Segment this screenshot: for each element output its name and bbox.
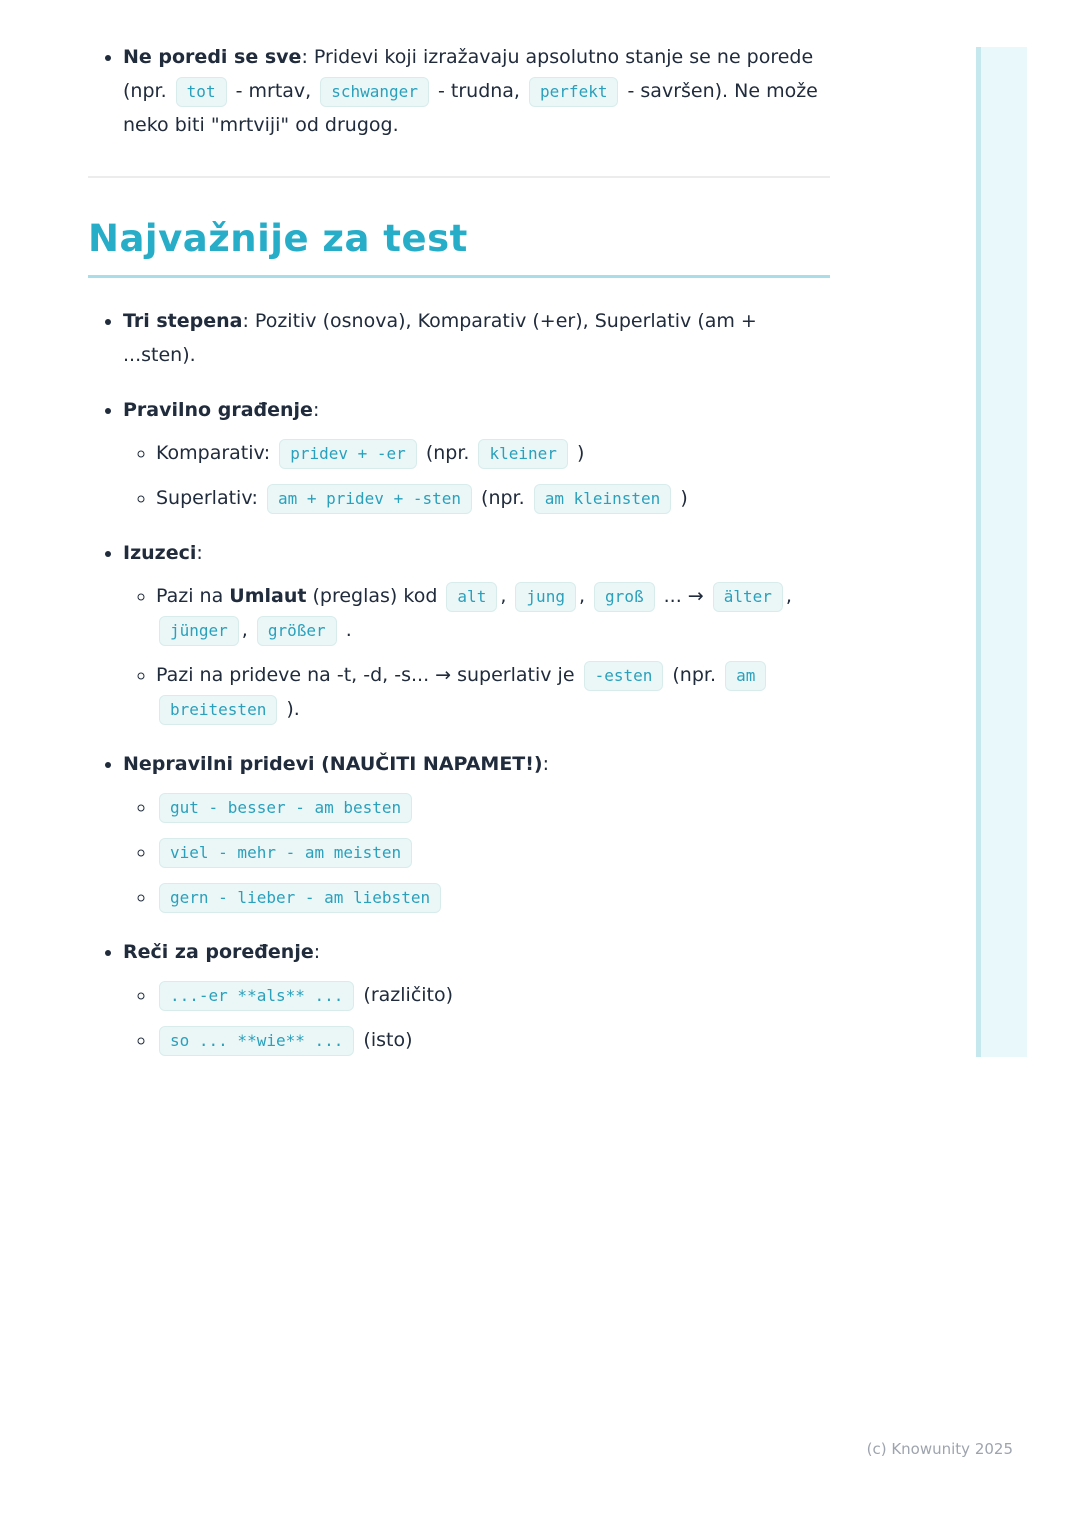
text-run: :	[542, 753, 550, 775]
code-chip: am	[725, 661, 766, 691]
text-run: (npr.	[666, 664, 723, 686]
sub-list-pravilno-gradjenje	[123, 436, 830, 515]
text-run: : Pridevi koji izražavaju apsolutno stanje se ne porede (npr.	[123, 46, 814, 102]
text-run: .	[339, 619, 352, 641]
text-run: :	[312, 399, 320, 421]
list-item-ne-poredi-se-sve	[123, 40, 830, 142]
code-chip: breitesten	[159, 695, 277, 725]
code-chip: am + pridev + -sten	[267, 484, 472, 514]
section-divider	[88, 176, 830, 178]
sub-list-nepravilni-pridevi	[123, 790, 830, 914]
code-chip: -esten	[584, 661, 664, 691]
code-chip: kleiner	[478, 439, 567, 469]
text-run: Pazi na	[156, 585, 230, 607]
text-run: - mrtav,	[229, 80, 318, 102]
text-run: (npr.	[419, 442, 476, 464]
list-item-reci-za-poredjenje	[123, 935, 830, 1057]
text-run: ,	[578, 585, 592, 607]
text-run: (različito)	[357, 984, 454, 1006]
bold-text-run: Ne poredi se sve	[123, 46, 302, 68]
bold-text-run: Reči za poređenje	[123, 941, 314, 963]
text-run: (npr.	[475, 487, 531, 509]
text-run: ,	[785, 585, 792, 607]
code-chip: gern - lieber - am liebsten	[159, 883, 441, 913]
code-chip: ...-er **als** ...	[159, 981, 354, 1011]
list-item-pravilno-gradjenje	[123, 393, 830, 515]
text-run: ... →	[657, 585, 710, 607]
sub-list-item	[156, 835, 830, 869]
page-title: Najvažnije za test	[88, 217, 468, 260]
main-list	[88, 304, 830, 1057]
code-chip: jünger	[159, 616, 239, 646]
text-run: )	[570, 442, 585, 464]
bold-text-run: Tri stepena	[123, 310, 243, 332]
sub-list-reci-za-poredjenje	[123, 978, 830, 1057]
code-chip: jung	[515, 582, 576, 612]
text-run: ,	[241, 619, 254, 641]
code-chip: tot	[176, 77, 227, 107]
code-chip: so ... **wie** ...	[159, 1026, 354, 1056]
list-item-izuzeci	[123, 536, 830, 726]
text-run: Superlativ:	[156, 487, 264, 509]
sub-list-item	[156, 481, 830, 515]
side-strip	[976, 47, 1027, 1057]
text-run: : Pozitiv (osnova), Komparativ (+er), Superlativ (am + ...sten).	[123, 310, 757, 366]
sub-list-izuzeci	[123, 579, 830, 726]
code-chip: alt	[446, 582, 497, 612]
footer-credit: (c) Knowunity 2025	[866, 1440, 1013, 1458]
bold-text-run: Pravilno građenje	[123, 399, 313, 421]
text-run: ,	[500, 585, 513, 607]
code-chip: gut - besser - am besten	[159, 793, 412, 823]
text-run: - trudna,	[431, 80, 527, 102]
text-run: :	[313, 941, 321, 963]
code-chip: größer	[257, 616, 337, 646]
bold-text-run: Nepravilni pridevi (NAUČITI NAPAMET!)	[123, 753, 543, 775]
text-run: :	[196, 542, 203, 564]
list-item-tri-stepena	[123, 304, 830, 372]
sub-list-item	[156, 436, 830, 470]
sub-list-item	[156, 790, 830, 824]
code-chip: schwanger	[320, 77, 429, 107]
text-run: (isto)	[357, 1029, 413, 1051]
sub-list-item	[156, 1023, 830, 1057]
code-chip: groß	[594, 582, 655, 612]
sub-list-item	[156, 579, 830, 647]
code-chip: perfekt	[529, 77, 618, 107]
sub-list-item	[156, 880, 830, 914]
bold-text-run: Umlaut	[229, 585, 307, 607]
code-chip: am kleinsten	[534, 484, 672, 514]
sub-list-item	[156, 978, 830, 1012]
intro-list	[88, 40, 830, 142]
text-run: Pazi na prideve na -t, -d, -s... → superlativ je	[156, 664, 581, 686]
heading-underline	[88, 275, 830, 278]
text-run: Komparativ:	[156, 442, 277, 464]
list-item-nepravilni-pridevi	[123, 747, 830, 914]
text-run: (preglas) kod	[306, 585, 444, 607]
code-chip: älter	[713, 582, 783, 612]
text-run: )	[674, 487, 688, 509]
text-run: - savršen). Ne može neko biti "mrtviji" od drugog.	[123, 80, 818, 136]
code-chip: viel - mehr - am meisten	[159, 838, 412, 868]
code-chip: pridev + -er	[279, 439, 417, 469]
content-area	[88, 40, 830, 1078]
text-run: ).	[280, 698, 300, 720]
bold-text-run: Izuzeci	[123, 542, 197, 564]
sub-list-item	[156, 658, 830, 726]
